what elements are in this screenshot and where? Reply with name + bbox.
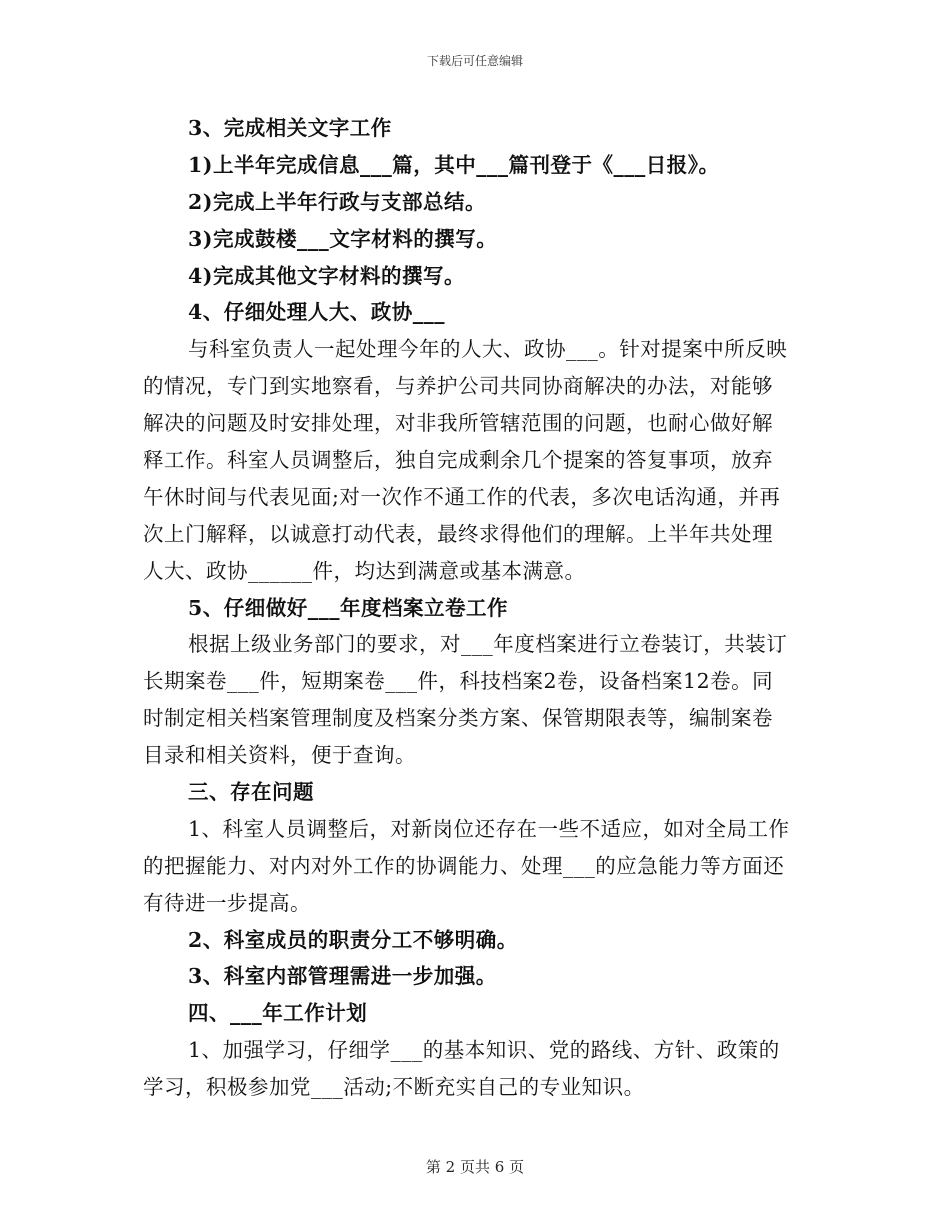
text-line: 5、仔细做好___年度档案立卷工作 [188,595,509,620]
page-footer: 第 2 页共 6 页 [425,1158,525,1176]
text-line: 释工作。科室人员调整后，独自完成剩余几个提案的答复事项，放弃 [143,448,773,473]
text-line: 1)上半年完成信息___篇，其中___篇刊登于《___日报》。 [188,152,720,177]
text-line: 四、___年工作计划 [188,1001,368,1026]
text-line: 2、科室成员的职责分工不够明确。 [188,927,518,952]
text-line: 的情况，专门到实地察看，与养护公司共同协商解决的办法，对能够 [143,374,773,399]
text-line: 长期案卷___件，短期案卷___件，科技档案2卷，设备档案12卷。同 [143,669,774,694]
text-line: 3、完成相关文字工作 [188,116,392,140]
text-line: 的把握能力、对内对外工作的协调能力、处理___的应急能力等方面还 [143,853,785,878]
text-line: 午休时间与代表见面;对一次作不通工作的代表，多次电话沟通，并再 [143,484,781,509]
text-line: 时制定相关档案管理制度及档案分类方案、保管期限表等，编制案卷 [143,706,773,731]
text-line: 解决的问题及时安排处理，对非我所管辖范围的问题，也耐心做好解 [143,411,773,436]
text-line: 有待进一步提高。 [143,890,311,915]
text-line: 1、加强学习，仔细学___的基本知识、党的路线、方针、政策的 [188,1038,780,1063]
text-line: 4)完成其他文字材料的撰写。 [188,263,465,288]
text-line: 4、仔细处理人大、政协___ [188,300,446,325]
text-line: 2)完成上半年行政与支部总结。 [188,189,486,214]
text-line: 人大、政协______件，均达到满意或基本满意。 [143,558,586,583]
text-line: 根据上级业务部门的要求，对___年度档案进行立卷装订，共装订 [188,632,788,657]
text-line: 3、科室内部管理需进一步加强。 [188,964,497,989]
document-body [143,110,807,1106]
text-line: 学习，积极参加党___活动;不断充实自己的专业知识。 [143,1075,645,1100]
text-line: 三、存在问题 [188,780,314,805]
text-line: 1、科室人员调整后，对新岗位还存在一些不适应，如对全局工作 [188,816,790,841]
text-line: 目录和相关资料，便于查询。 [143,743,416,768]
text-line: 次上门解释，以诚意打动代表，最终求得他们的理解。上半年共处理 [143,521,773,546]
page-header: 下载后可任意编辑 [426,54,523,68]
text-line: 与科室负责人一起处理今年的人大、政协___。针对提案中所反映 [188,337,788,362]
text-line: 3)完成鼓楼___文字材料的撰写。 [188,226,498,251]
